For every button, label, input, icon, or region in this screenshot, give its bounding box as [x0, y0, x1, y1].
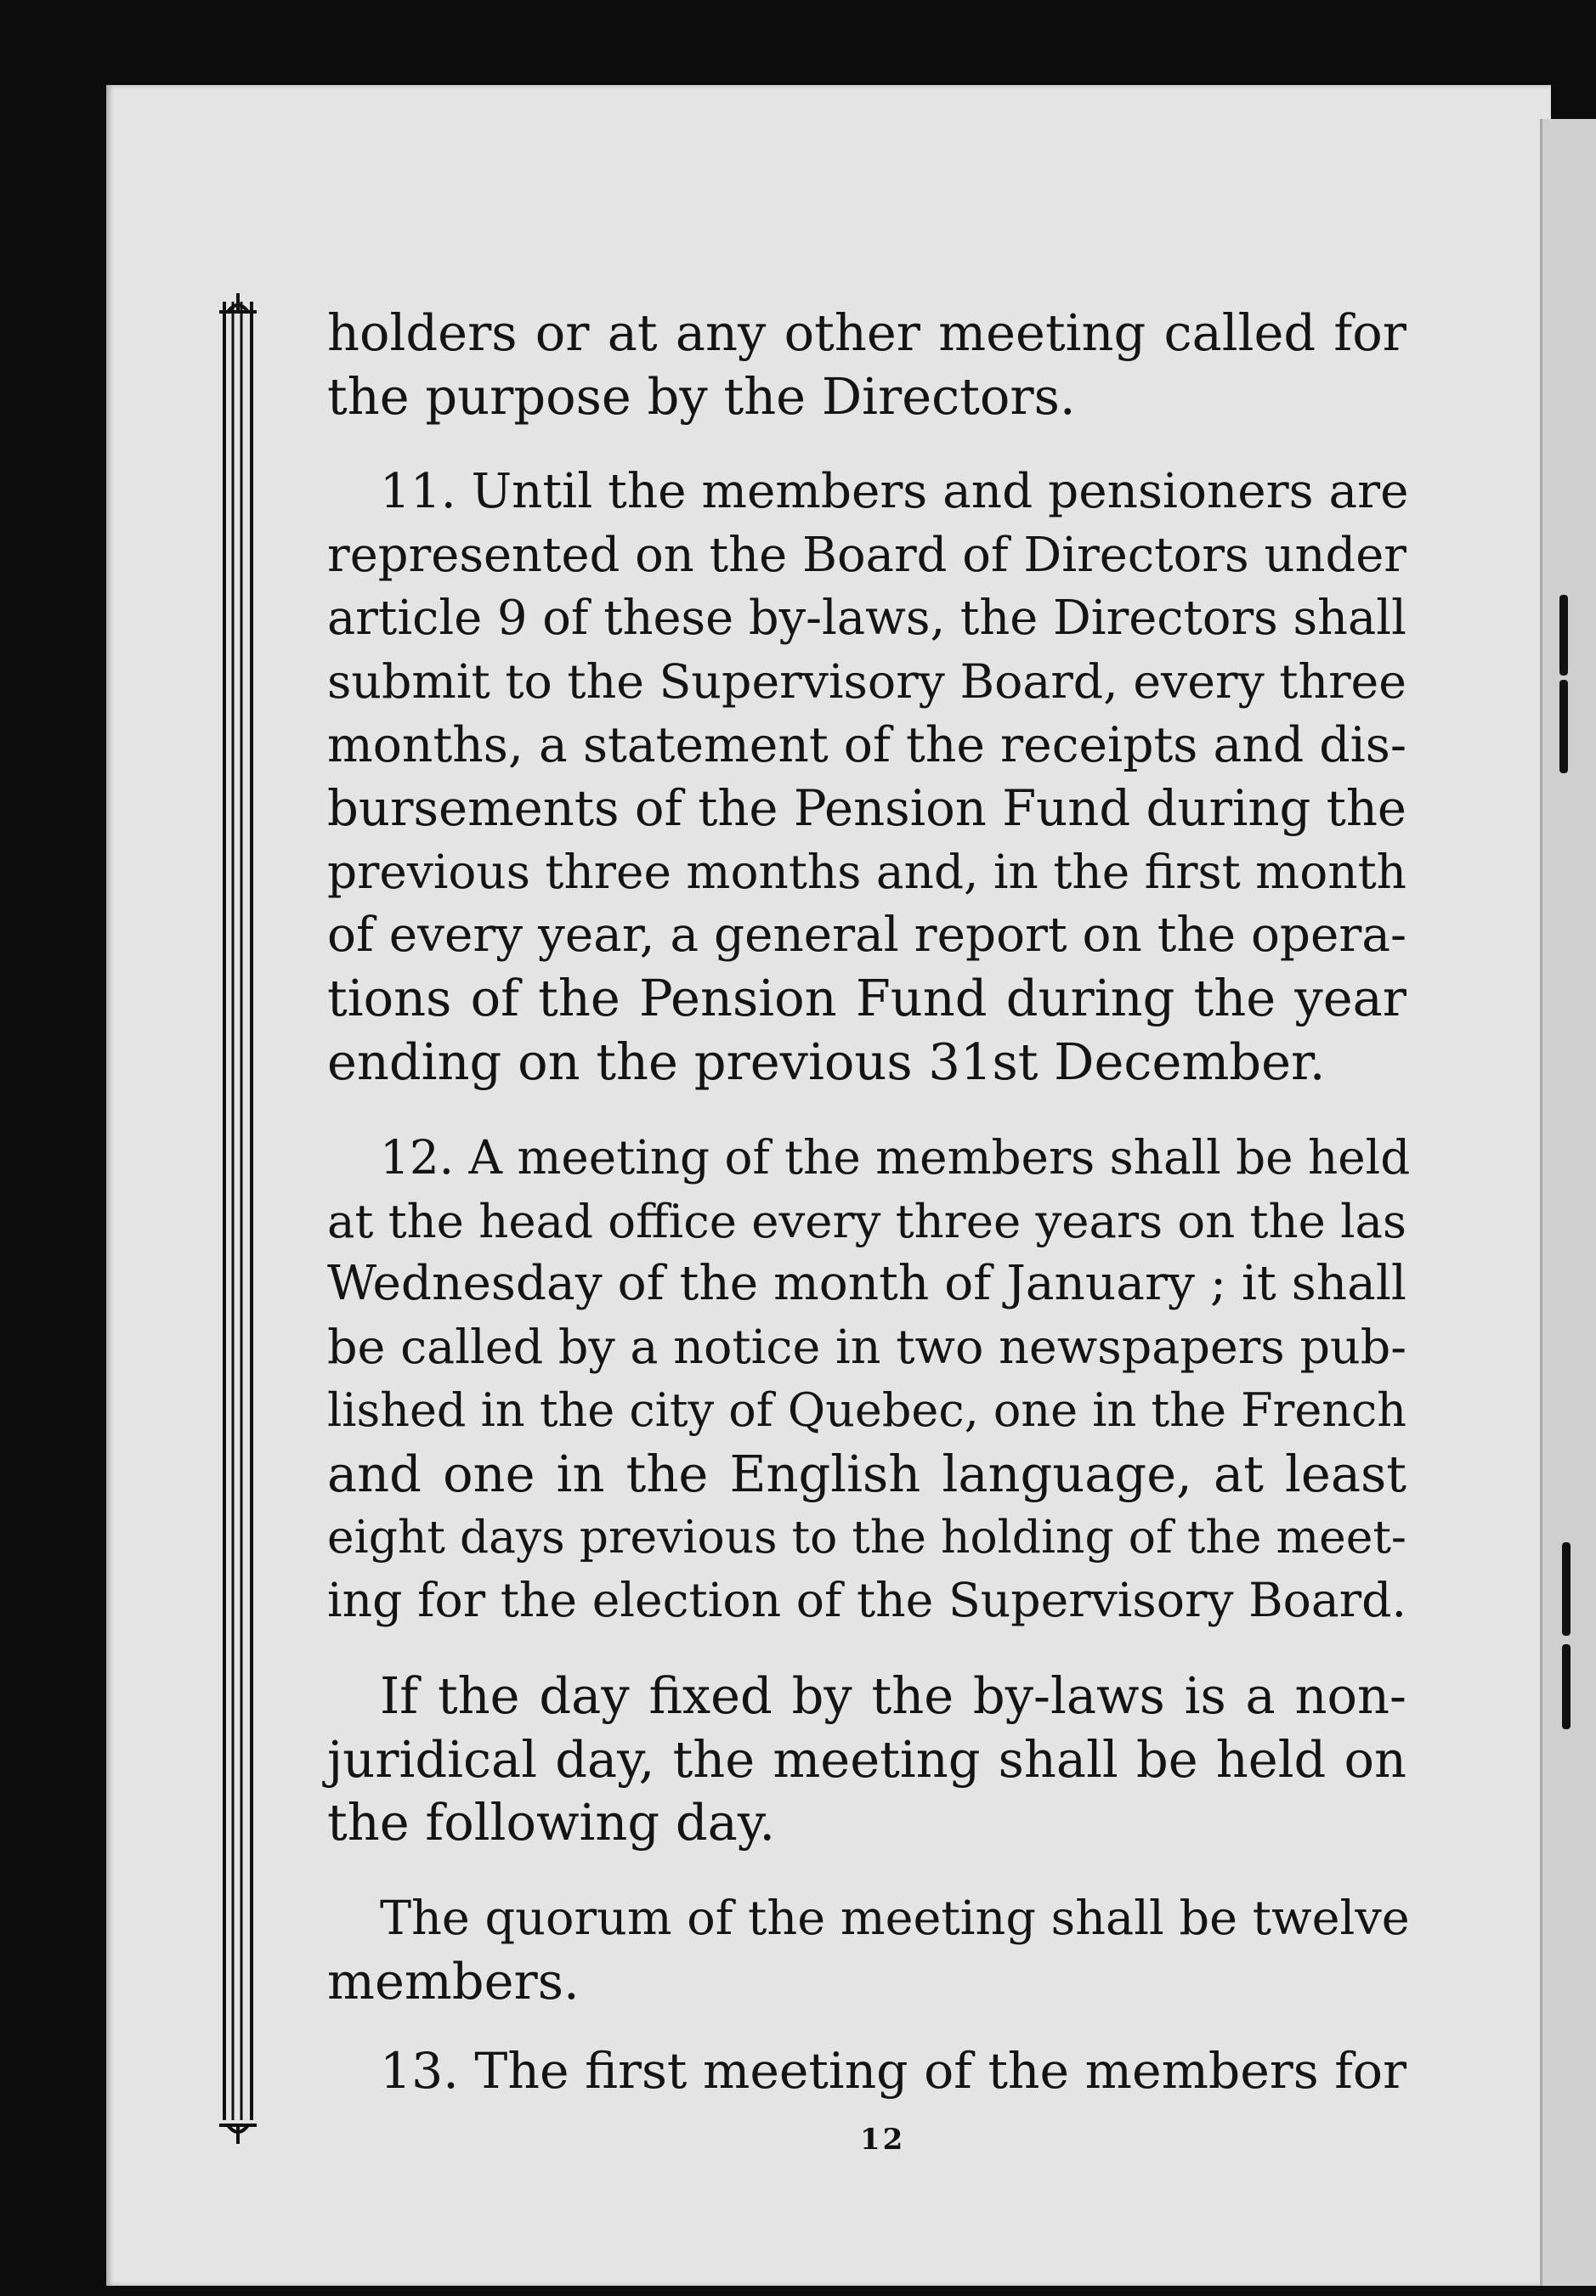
body-text: [327, 302, 1411, 2102]
paragraph: [327, 1887, 1410, 2014]
text-line: ing for the election of the Supervisory Board.: [327, 1573, 1406, 1628]
text-line: article 9 of these by-laws, the Directors shall: [327, 591, 1406, 646]
text-line: lished in the city of Quebec, one in the French: [327, 1383, 1406, 1437]
text-line: previous three months and, in the first month: [327, 845, 1406, 899]
paragraph: [327, 302, 1406, 428]
text-line: of every year, a general report on the opera-: [327, 907, 1406, 963]
text-line: Wednesday of the month of January ; it shall: [327, 1256, 1406, 1311]
text-line: submit to the Supervisory Board, every three: [327, 654, 1406, 710]
edge-tab-mark: [1562, 1542, 1571, 1636]
text-line: members.: [327, 1952, 580, 2010]
text-line: ending on the previous 31st December.: [327, 1032, 1326, 1091]
text-line: The quorum of the meeting shall be twelve: [380, 1890, 1410, 1946]
text-line: eight days previous to the holding of the meet-: [327, 1510, 1406, 1564]
text-line: the purpose by the Directors.: [327, 366, 1076, 426]
paragraph: [327, 1665, 1406, 1855]
page-number: 12: [860, 2123, 906, 2157]
facing-page-edge: [1540, 119, 1596, 2286]
text-line: months, a statement of the receipts and dis-: [327, 717, 1406, 773]
edge-tab-mark: [1559, 595, 1568, 676]
text-line: represented on the Board of Directors under: [327, 527, 1406, 583]
paragraph-article-12: [327, 1126, 1411, 1632]
border-rule-ornament: [204, 293, 280, 2163]
text-line: If the day fixed by the by-laws is a non-: [380, 1666, 1406, 1725]
text-line: at the head office every three years on the las: [327, 1193, 1406, 1248]
text-line: 11. Until the members and pensioners are: [380, 464, 1409, 519]
text-line: juridical day, the meeting shall be held on: [327, 1729, 1406, 1789]
text-line: tions of the Pension Fund during the year: [327, 969, 1406, 1027]
text-line: bursements of the Pension Fund during the: [327, 779, 1406, 837]
text-line: 12. A meeting of the members shall be held: [380, 1130, 1411, 1185]
text-line: 13. The first meeting of the members for: [380, 2041, 1406, 2100]
paragraph-article-13: [327, 2039, 1406, 2103]
text-line: and one in the English language, at least: [327, 1444, 1406, 1503]
edge-tab-mark: [1562, 1644, 1571, 1729]
text-line: holders or at any other meeting called for: [327, 303, 1406, 362]
paragraph-article-11: [327, 461, 1409, 1094]
text-line: the following day.: [327, 1793, 776, 1852]
text-line: be called by a notice in two newspapers pub-: [327, 1319, 1406, 1375]
edge-tab-mark: [1559, 680, 1568, 773]
